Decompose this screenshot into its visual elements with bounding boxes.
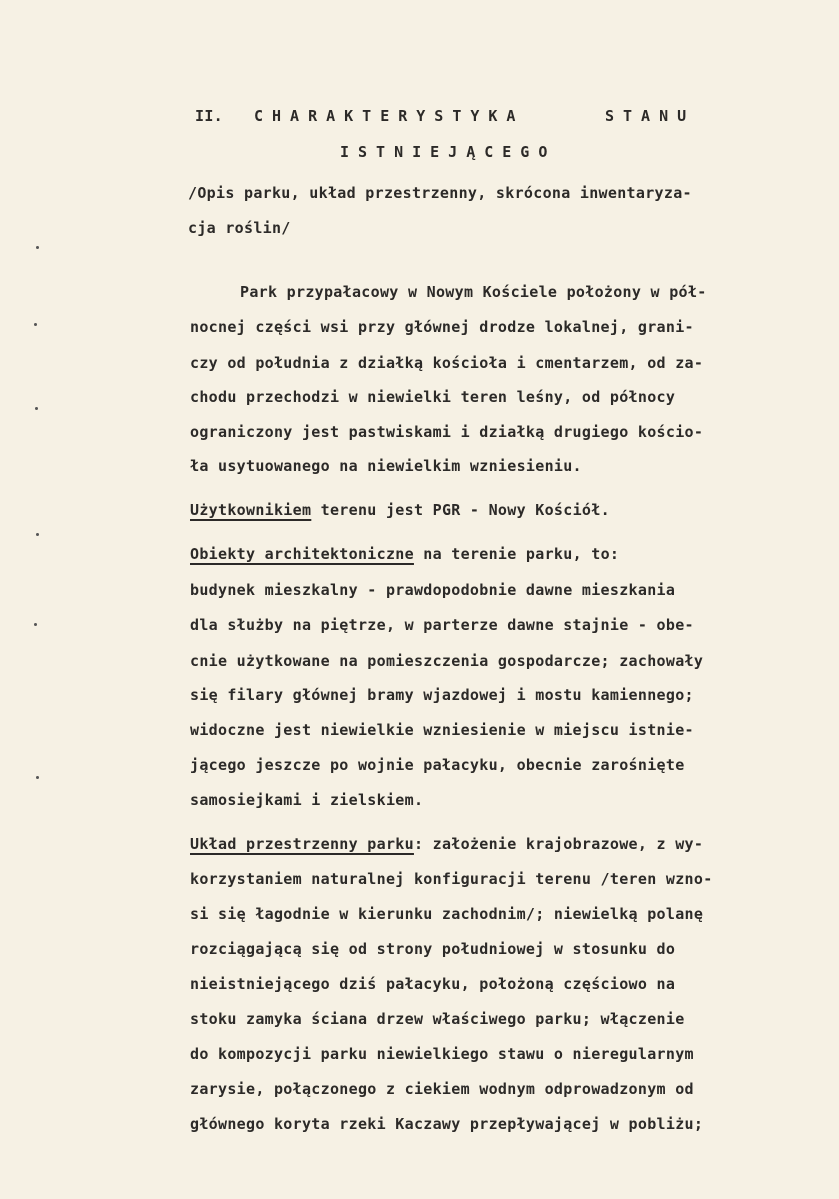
user-line	[190, 500, 610, 520]
layout-line: rozciągającą się od strony południowej w stosunku do	[190, 940, 676, 958]
subtitle-line: /Opis parku, układ przestrzenny, skrócona inwentaryza-	[188, 184, 692, 202]
section-numeral: II.	[195, 107, 223, 125]
objects-line: widoczne jest niewielkie wzniesienie w miejscu istnie-	[190, 721, 694, 739]
objects-label: Obiekty architektoniczne	[190, 545, 414, 563]
objects-line: dla służby na piętrze, w parterze dawne stajnie - obe-	[190, 616, 694, 634]
objects-line: samosiejkami i zielskiem.	[190, 791, 424, 809]
objects-line	[190, 544, 619, 564]
margin-mark	[36, 246, 39, 249]
margin-mark	[34, 323, 37, 326]
layout-line: do kompozycji parku niewielkiego stawu o nieregularnym	[190, 1045, 694, 1063]
paragraph-line: Park przypałacowy w Nowym Kościele położony w pół-	[240, 283, 707, 301]
paragraph-line: czy od południa z działką kościoła i cmentarzem, od za-	[190, 354, 704, 372]
objects-line: się filary głównej bramy wjazdowej i mostu kamiennego;	[190, 686, 694, 704]
heading-title-part3: ISTNIEJĄCEGO	[340, 143, 557, 161]
layout-label: Układ przestrzenny parku	[190, 835, 414, 853]
user-rest: terenu jest PGR - Nowy Kościół.	[311, 501, 610, 519]
margin-mark	[36, 776, 39, 779]
paragraph-line: chodu przechodzi w niewielki teren leśny, od północy	[190, 388, 676, 406]
layout-line: korzystaniem naturalnej konfiguracji terenu /teren wzno-	[190, 870, 713, 888]
objects-line: cnie użytkowane na pomieszczenia gospodarcze; zachowały	[190, 652, 704, 670]
layout-line: nieistniejącego dziś pałacyku, położoną częściowo na	[190, 975, 676, 993]
layout-line: stoku zamyka ściana drzew właściwego parku; włączenie	[190, 1010, 685, 1028]
layout-line: zarysie, połączonego z ciekiem wodnym odprowadzonym od	[190, 1080, 694, 1098]
paragraph-line: nocnej części wsi przy głównej drodze lokalnej, grani-	[190, 318, 694, 336]
layout-line	[190, 834, 703, 854]
heading-title-part1: CHARAKTERYSTYKA	[254, 107, 525, 125]
objects-line: jącego jeszcze po wojnie pałacyku, obecnie zarośnięte	[190, 756, 685, 774]
objects-line: budynek mieszkalny - prawdopodobnie dawne mieszkania	[190, 581, 676, 599]
layout-rest: : założenie krajobrazowe, z wy-	[413, 835, 704, 853]
margin-mark	[34, 623, 37, 626]
paragraph-line: ograniczony jest pastwiskami i działką drugiego kościo-	[190, 423, 704, 441]
margin-mark	[35, 407, 38, 410]
paragraph-line: ła usytuowanego na niewielkim wzniesieniu.	[190, 457, 582, 475]
heading-title-part2: STANU	[605, 107, 696, 125]
objects-rest: na terenie parku, to:	[413, 545, 620, 563]
layout-line: głównego koryta rzeki Kaczawy przepływającej w pobliżu;	[190, 1115, 704, 1133]
subtitle-line: cja roślin/	[188, 219, 291, 237]
layout-line: si się łagodnie w kierunku zachodnim/; niewielką polanę	[190, 905, 704, 923]
margin-mark	[36, 533, 39, 536]
user-label: Użytkownikiem	[190, 501, 312, 519]
